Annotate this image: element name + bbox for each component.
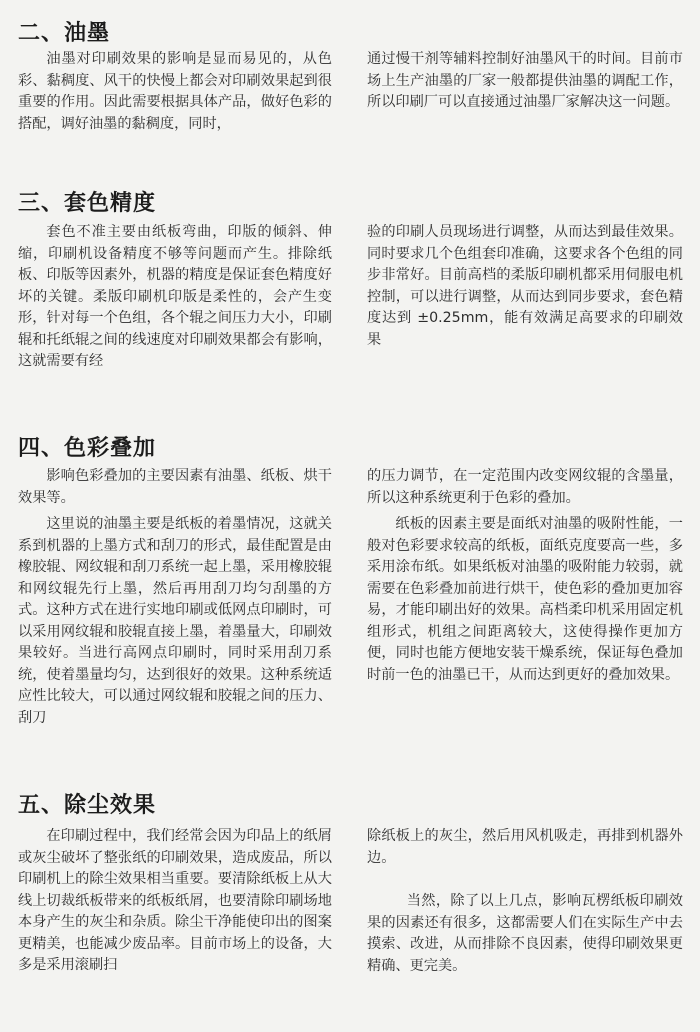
paragraph: 这里说的油墨主要是纸板的着墨情况，这就关系到机器的上墨方式和刮刀的形式，最佳配置是由橡胶辊、网纹辊和刮刀系统一起上墨，采用橡胶辊和网纹辊先行上墨，然后再用刮刀均匀刮墨的方式。这种方式在进行实地印刷或低网点印刷时，可以采用网纹辊和胶辊直接上墨，着墨量大，印刷效果较好。当进行高网点印刷时，同时采用刮刀系统，使着墨量均匀，达到很好的效果。这种系统适应性比较大，可以通过网纹辊和胶辊之间的压力、刮刀 xyxy=(18,516,332,726)
paragraph: 通过慢干剂等辅料控制好油墨风干的时间。目前市场上生产油墨的厂家一般都提供油墨的调配工作，所以印刷厂可以直接通过油墨厂家解决这一问题。 xyxy=(367,51,683,110)
right-column xyxy=(367,826,683,977)
section-heading: 五、除尘效果 xyxy=(18,793,157,818)
paragraph: 的压力调节，在一定范围内改变网纹辊的含墨量，所以这种系统更利于色彩的叠加。 xyxy=(367,468,683,506)
paragraph: 套色不准主要由纸板弯曲，印版的倾斜、伸缩，印刷机设备精度不够等问题而产生。排除纸板、印版等因素外，机器的精度是保证套色精度好坏的关键。柔版印刷机印版是柔性的，会产生变形，针对每一个色组，各个辊之间压力大小，印刷辊和托纸辊之间的线速度对印刷效果都会有影响，这就需要有经 xyxy=(18,224,332,369)
paragraph: 当然，除了以上几点，影响瓦楞纸板印刷效果的因素还有很多，这都需要人们在实际生产中去摸索、改进，从而排除不良因素，使得印刷效果更精确、更完美。 xyxy=(367,893,683,974)
section-heading: 二、油墨 xyxy=(18,21,111,46)
left-column xyxy=(18,466,332,729)
paragraph: 影响色彩叠加的主要因素有油墨、纸板、烘干效果等。 xyxy=(18,468,332,506)
paragraph: 在印刷过程中，我们经常会因为印品上的纸屑或灰尘破坏了整张纸的印刷效果，造成废品，所以印刷机上的除尘效果相当重要。要清除纸板上从大线上切裁纸板带来的纸板纸屑，也要清除印刷场地本身产生的灰尘和杂质。除尘干净能使印出的图案更精美，也能减少废品率。目前市场上的设备，大多是采用滚刷扫 xyxy=(18,828,332,973)
right-column xyxy=(367,222,683,351)
section-heading: 三、套色精度 xyxy=(18,191,157,216)
paragraph: 油墨对印刷效果的影响是显而易见的，从色彩、黏稠度、风干的快慢上都会对印刷效果起到很重要的作用。因此需要根据具体产品，做好色彩的搭配，调好油墨的黏稠度，同时， xyxy=(18,51,332,132)
left-column xyxy=(18,49,332,135)
right-column xyxy=(367,466,683,686)
right-column xyxy=(367,49,683,114)
left-column xyxy=(18,222,332,373)
left-column xyxy=(18,826,332,977)
paragraph: 验的印刷人员现场进行调整，从而达到最佳效果。同时要求几个色组套印准确，这要求各个色组的同步非常好。目前高档的柔版印刷机都采用伺服电机控制，可以进行调整，从而达到同步要求，套色精度达到 ±0.25mm，能有效满足高要求的印刷效果 xyxy=(367,224,683,348)
paragraph: 除纸板上的灰尘，然后用风机吸走，再排到机器外边。 xyxy=(367,828,683,866)
section-heading: 四、色彩叠加 xyxy=(18,436,157,461)
paragraph: 纸板的因素主要是面纸对油墨的吸附性能，一般对色彩要求较高的纸板，面纸克度要高一些，多采用涂布纸。如果纸板对油墨的吸附能力较弱，就需要在色彩叠加前进行烘干，使色彩的叠加更加容易，才能印刷出好的效果。高档柔印机采用固定机组形式，机组之间距离较大，这使得操作更加方便，同时也能方便地安装干燥系统，保证每色叠加时前一色的油墨已干，从而达到更好的叠加效果。 xyxy=(367,516,683,683)
